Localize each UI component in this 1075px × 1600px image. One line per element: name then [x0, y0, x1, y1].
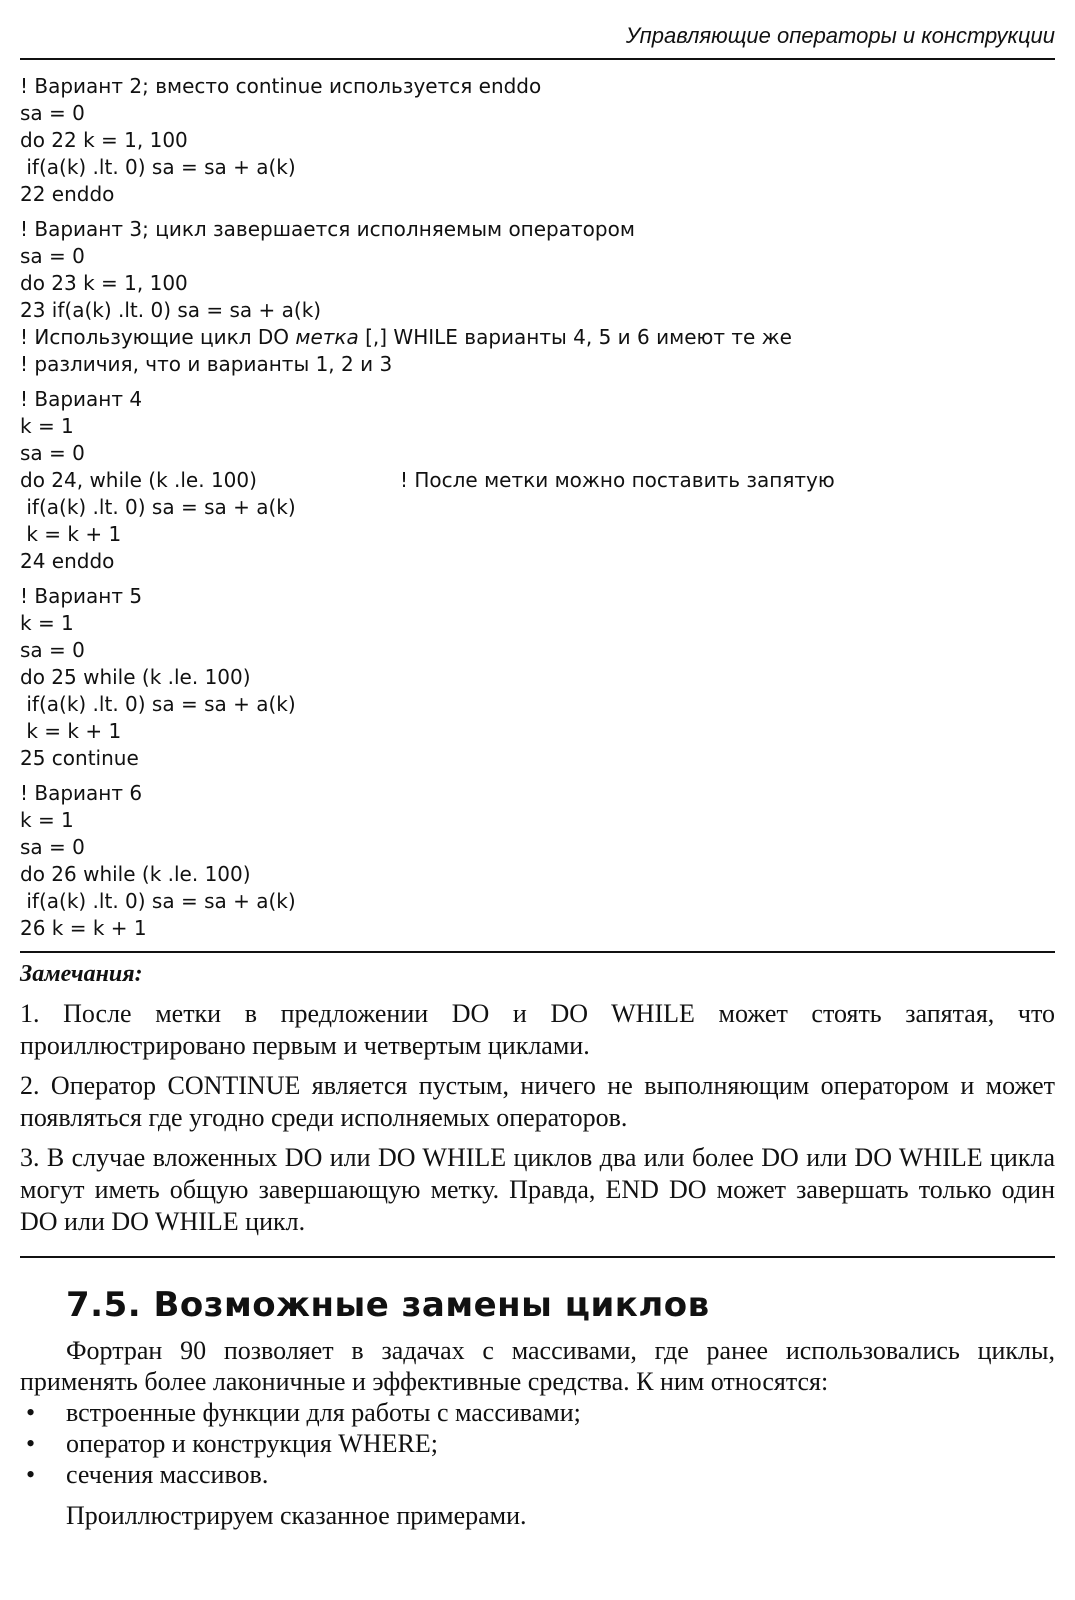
code-line: ! Вариант 3; цикл завершается исполняемым оператором — [20, 217, 635, 241]
code-line: sa = 0 — [20, 244, 85, 268]
code-line: sa = 0 — [20, 835, 85, 859]
code-line-with-comment — [20, 467, 1055, 494]
code-line: 26 k = k + 1 — [20, 916, 147, 940]
bullet-icon: • — [26, 1460, 36, 1489]
list-item — [20, 1397, 1055, 1428]
code-line: ! различия, что и варианты 1, 2 и 3 — [20, 352, 393, 376]
code-gap — [20, 378, 1055, 386]
list-item — [20, 1459, 1055, 1490]
code-line: 24 enddo — [20, 549, 115, 573]
running-head: Управляющие операторы и конструкции — [625, 23, 1055, 48]
code-line: k = k + 1 — [20, 719, 122, 743]
header-rule — [20, 58, 1055, 60]
notes-top-rule — [20, 951, 1055, 953]
section-7-5 — [20, 1283, 1055, 1531]
code-line: ! Вариант 2; вместо continue используется enddo — [20, 74, 542, 98]
code-comment-line — [20, 324, 1055, 351]
bullet-icon: • — [26, 1429, 36, 1458]
code-gap — [20, 575, 1055, 583]
code-line: 22 enddo — [20, 182, 115, 206]
code-line: k = 1 — [20, 611, 74, 635]
code-text: do 24, while (k .le. 100) — [20, 468, 257, 492]
bullet-icon: • — [26, 1398, 36, 1427]
bullet-list — [20, 1397, 1055, 1490]
list-item — [20, 1428, 1055, 1459]
code-line: do 23 k = 1, 100 — [20, 271, 188, 295]
code-text: [,] WHILE варианты 4, 5 и 6 имеют те же — [358, 325, 792, 349]
code-italic-word: метка — [295, 325, 359, 349]
code-line: 25 continue — [20, 746, 139, 770]
code-line: k = 1 — [20, 808, 74, 832]
code-line: sa = 0 — [20, 101, 85, 125]
section-intro: Фортран 90 позволяет в задачах с массивами, где ранее использовались циклы, применять более лаконичные и эффективные средства. К ним относятся: — [20, 1336, 1055, 1396]
inline-comment: ! После метки можно поставить запятую — [400, 468, 835, 492]
section-closing: Проиллюстрируем сказанное примерами. — [66, 1501, 527, 1530]
note-item: 2. Оператор CONTINUE является пустым, ничего не выполняющим оператором и может появляться где угодно среди исполняемых операторов. — [20, 1071, 1055, 1132]
code-listing — [20, 73, 1055, 942]
list-item-text: сечения массивов. — [66, 1460, 269, 1489]
section-heading: 7.5. Возможные замены циклов — [66, 1285, 710, 1325]
code-line: k = 1 — [20, 414, 74, 438]
code-line: if(a(k) .lt. 0) sa = sa + a(k) — [20, 155, 296, 179]
code-line: ! Вариант 4 — [20, 387, 143, 411]
code-text: ! Использующие цикл DO — [20, 325, 296, 349]
note-item: 3. В случае вложенных DO или DO WHILE циклов два или более DO или DO WHILE цикла могут иметь общую завершающую метку. Правда, END DO может завершать только один DO или DO WHILE цикл. — [20, 1143, 1055, 1236]
list-item-text: встроенные функции для работы с массивами; — [66, 1398, 581, 1427]
note-item: 1. После метки в предложении DO и DO WHILE может стоять запятая, что проиллюстрировано первым и четвертым циклами. — [20, 999, 1055, 1060]
code-line: if(a(k) .lt. 0) sa = sa + a(k) — [20, 692, 296, 716]
code-gap — [20, 772, 1055, 780]
code-line: sa = 0 — [20, 441, 85, 465]
code-line: do 26 while (k .le. 100) — [20, 862, 251, 886]
code-line: k = k + 1 — [20, 522, 122, 546]
code-line: do 22 k = 1, 100 — [20, 128, 188, 152]
code-line: ! Вариант 6 — [20, 781, 143, 805]
code-line: if(a(k) .lt. 0) sa = sa + a(k) — [20, 889, 296, 913]
code-line: ! Вариант 5 — [20, 584, 143, 608]
notes-title: Замечания: — [20, 961, 143, 987]
code-line: 23 if(a(k) .lt. 0) sa = sa + a(k) — [20, 298, 322, 322]
code-line: do 25 while (k .le. 100) — [20, 665, 251, 689]
code-gap — [20, 208, 1055, 216]
notes-block — [20, 958, 1055, 1246]
code-line: if(a(k) .lt. 0) sa = sa + a(k) — [20, 495, 296, 519]
list-item-text: оператор и конструкция WHERE; — [66, 1429, 438, 1458]
notes-bottom-rule — [20, 1256, 1055, 1258]
code-line: sa = 0 — [20, 638, 85, 662]
